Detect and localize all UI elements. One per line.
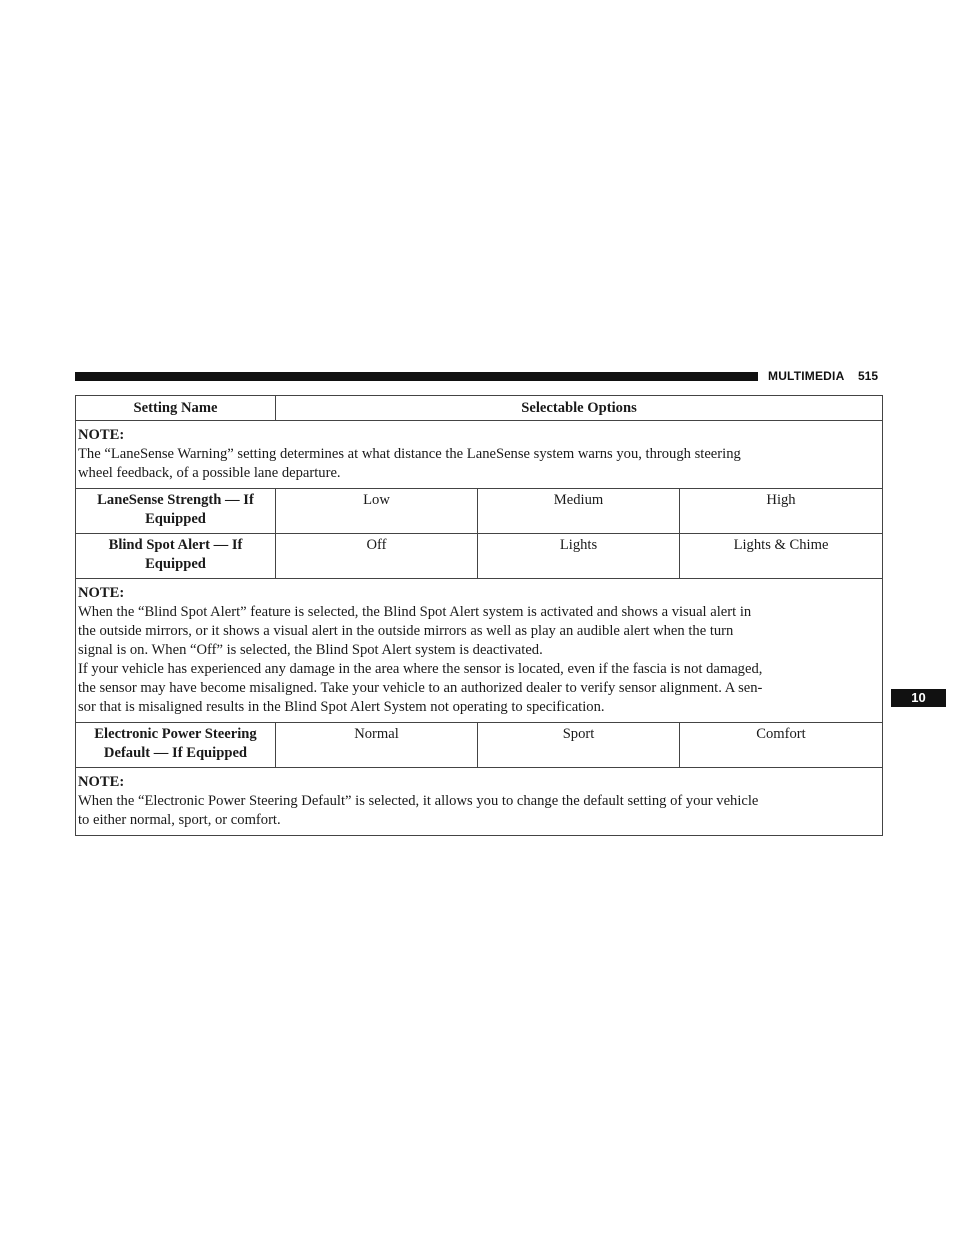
setting-name-line: Blind Spot Alert — If [108,537,243,553]
setting-name-line: Equipped [145,511,206,527]
option-low: Low [276,489,478,534]
note-line: The “LaneSense Warning” setting determines at what distance the LaneSense system warns you, through steering [78,446,741,462]
note-line: the outside mirrors, or it shows a visual alert in the outside mirrors as well as play an audible alert when the turn [78,623,734,639]
note-line: signal is on. When “Off” is selected, the Blind Spot Alert system is deactivated. [78,642,543,658]
setting-name-blind-spot-alert [76,534,276,579]
option-lights-chime: Lights & Chime [680,534,883,579]
note-line: wheel feedback, of a possible lane departure. [78,465,341,481]
note-electronic-power-steering [76,768,883,836]
note-row [76,768,883,836]
note-blind-spot-alert [76,579,883,723]
option-sport: Sport [478,723,680,768]
note-line: the sensor may have become misaligned. Take your vehicle to an authorized dealer to verify sensor alignment. A sen- [78,680,763,696]
column-header-selectable-options: Selectable Options [276,396,883,421]
chapter-tab: 10 [891,689,946,707]
option-off: Off [276,534,478,579]
table-row [76,723,883,768]
setting-name-line: Default — If Equipped [103,745,248,761]
setting-name-electronic-power-steering [76,723,276,768]
note-row [76,579,883,723]
setting-name-line: LaneSense Strength — If [97,492,254,508]
note-line: When the “Electronic Power Steering Default” is selected, it allows you to change the default setting of your vehicle [78,793,759,809]
note-line: When the “Blind Spot Alert” feature is selected, the Blind Spot Alert system is activated and shows a visual alert in [78,604,752,620]
table-row [76,489,883,534]
note-line: sor that is misaligned results in the Blind Spot Alert System not operating to specification. [78,699,605,715]
option-lights: Lights [478,534,680,579]
note-row [76,421,883,489]
setting-name-line: Equipped [145,556,206,572]
header-rule [75,372,758,381]
setting-name-line: Electronic Power Steering [94,726,257,742]
setting-name-lanesense-strength [76,489,276,534]
table-header-row [76,396,883,421]
option-high: High [680,489,883,534]
section-title: MULTIMEDIA [768,369,845,383]
note-line: to either normal, sport, or comfort. [78,812,281,828]
page-number: 515 [858,369,879,383]
note-title: NOTE: [78,774,125,790]
option-medium: Medium [478,489,680,534]
column-header-setting-name: Setting Name [76,396,276,421]
settings-table [75,395,883,836]
option-comfort: Comfort [680,723,883,768]
note-title: NOTE: [78,427,125,443]
table-row [76,534,883,579]
note-title: NOTE: [78,585,125,601]
note-line: If your vehicle has experienced any damage in the area where the sensor is located, even if the fascia is not damaged, [78,661,763,677]
option-normal: Normal [276,723,478,768]
note-lanesense [76,421,883,489]
